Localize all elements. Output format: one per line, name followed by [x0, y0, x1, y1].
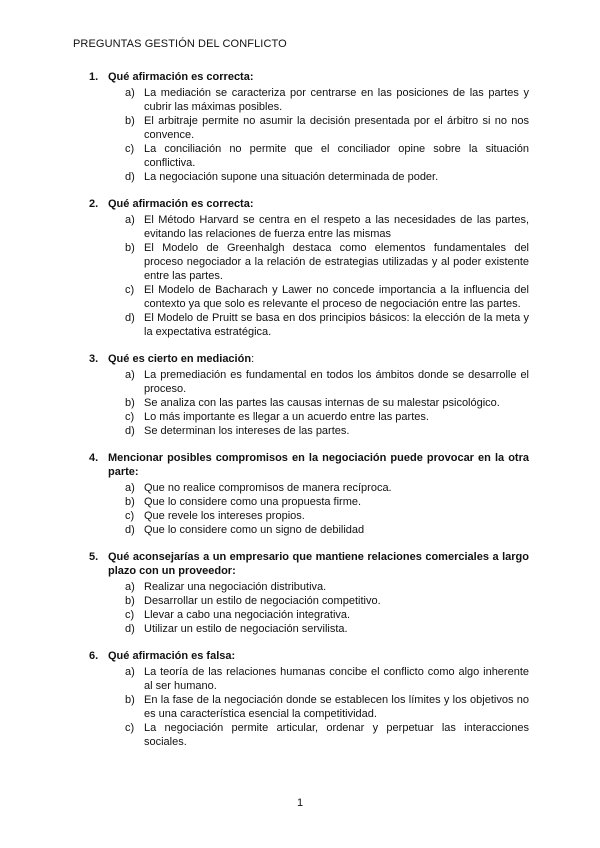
option-list: [89, 368, 529, 438]
option-letter: c): [125, 609, 135, 621]
question-6: [89, 649, 529, 749]
option-item: [89, 283, 529, 311]
question-text: [108, 71, 254, 83]
option-letter: b): [125, 496, 135, 508]
option-text: El Modelo de Bacharach y Lawer no concede importancia a la influencia del contexto ya que solo es relevante el proceso de negociación entre las partes.: [144, 284, 529, 310]
option-letter: d): [125, 524, 135, 536]
question-heading: [89, 70, 529, 84]
option-item: [89, 241, 529, 283]
option-letter: b): [125, 242, 135, 254]
option-text: Que no realice compromisos de manera recíproca.: [144, 482, 392, 494]
page-number: 1: [296, 797, 304, 809]
question-number: 6.: [89, 650, 99, 662]
option-item: [89, 311, 529, 339]
question-text-main: Qué aconsejarías a un empresario que mantiene relaciones comerciales a largo plazo con un proveedor:: [108, 551, 529, 577]
option-letter: c): [125, 411, 135, 423]
question-number: 2.: [89, 198, 99, 210]
option-item: [89, 580, 529, 594]
option-text: Llevar a cabo una negociación integrativa.: [144, 609, 351, 621]
question-heading: [89, 649, 529, 663]
option-item: [89, 693, 529, 721]
option-item: [89, 481, 529, 495]
question-heading: [89, 352, 529, 366]
question-text: [108, 650, 235, 662]
option-text: El Método Harvard se centra en el respeto a las necesidades de las partes, evitando las relaciones de fuerza entre las mismas: [144, 214, 529, 240]
option-item: [89, 396, 529, 410]
option-item: [89, 721, 529, 749]
question-heading: [89, 550, 529, 578]
option-item: [89, 509, 529, 523]
option-text: Que lo considere como un signo de debilidad: [144, 524, 365, 536]
option-text: La negociación supone una situación determinada de poder.: [144, 171, 439, 183]
option-text: Que lo considere como una propuesta firme.: [144, 496, 362, 508]
option-text: El Modelo de Pruitt se basa en dos principios básicos: la elección de la meta y la expectativa estratégica.: [144, 312, 529, 338]
question-text-main: Qué afirmación es falsa:: [108, 650, 236, 662]
question-number: 4.: [89, 452, 99, 464]
option-list: [89, 213, 529, 339]
option-text: La teoría de las relaciones humanas concibe el conflicto como algo inherente al ser humano.: [144, 666, 529, 692]
option-item: [89, 114, 529, 142]
question-number: 1.: [89, 71, 99, 83]
option-text: Que revele los intereses propios.: [144, 510, 305, 522]
option-list: [89, 86, 529, 184]
question-text: [108, 452, 529, 478]
option-item: [89, 170, 529, 184]
question-3: [89, 352, 529, 438]
option-text: Realizar una negociación distributiva.: [144, 581, 327, 593]
option-item: [89, 410, 529, 424]
option-letter: b): [125, 595, 135, 607]
option-list: [89, 665, 529, 749]
option-letter: a): [125, 666, 135, 678]
document-title: PREGUNTAS GESTIÓN DEL CONFLICTO: [73, 38, 287, 50]
option-letter: a): [125, 369, 135, 381]
question-heading: [89, 451, 529, 479]
option-letter: a): [125, 87, 135, 99]
option-item: [89, 495, 529, 509]
option-text: La premediación es fundamental en todos los ámbitos donde se desarrolle el proceso.: [144, 369, 529, 395]
option-letter: d): [125, 171, 135, 183]
option-letter: b): [125, 115, 135, 127]
option-text: Se determinan los intereses de las partes.: [144, 425, 350, 437]
option-letter: b): [125, 397, 135, 409]
option-item: [89, 368, 529, 396]
question-list: [89, 70, 529, 762]
option-letter: a): [125, 482, 135, 494]
option-list: [89, 580, 529, 636]
option-letter: d): [125, 623, 135, 635]
option-item: [89, 424, 529, 438]
option-text: En la fase de la negociación donde se establecen los límites y los objetivos no es una característica esencial la competitividad.: [144, 694, 529, 720]
question-text: [108, 551, 529, 577]
option-letter: d): [125, 425, 135, 437]
question-text: [108, 353, 254, 365]
question-text-main: Mencionar posibles compromisos en la negociación puede provocar en la otra parte:: [108, 452, 529, 478]
question-number: 5.: [89, 551, 99, 563]
question-text-suffix: :: [251, 353, 255, 365]
option-letter: b): [125, 694, 135, 706]
question-text-main: Qué afirmación es correcta:: [108, 198, 254, 210]
question-number: 3.: [89, 353, 99, 365]
option-letter: a): [125, 214, 135, 226]
option-letter: c): [125, 284, 135, 296]
option-item: [89, 594, 529, 608]
option-text: La conciliación no permite que el conciliador opine sobre la situación conflictiva.: [144, 143, 529, 169]
option-item: [89, 665, 529, 693]
option-list: [89, 481, 529, 537]
option-letter: c): [125, 722, 135, 734]
option-item: [89, 622, 529, 636]
question-2: [89, 197, 529, 339]
option-item: [89, 608, 529, 622]
question-text: [108, 198, 254, 210]
option-text: Desarrollar un estilo de negociación competitivo.: [144, 595, 381, 607]
option-text: El Modelo de Greenhalgh destaca como elementos fundamentales del proceso negociador a la relación de estrategias utilizadas y al poder existente entre las partes.: [144, 242, 529, 282]
question-4: [89, 451, 529, 537]
question-1: [89, 70, 529, 184]
option-letter: c): [125, 143, 135, 155]
option-text: Lo más importante es llegar a un acuerdo entre las partes.: [144, 411, 429, 423]
option-text: La mediación se caracteriza por centrarse en las posiciones de las partes y cubrir las máximas posibles.: [144, 87, 529, 113]
option-text: Se analiza con las partes las causas internas de su malestar psicológico.: [144, 397, 500, 409]
option-letter: c): [125, 510, 135, 522]
option-text: La negociación permite articular, ordenar y perpetuar las interacciones sociales.: [144, 722, 529, 748]
question-text-main: Qué afirmación es correcta:: [108, 71, 254, 83]
option-letter: d): [125, 312, 135, 324]
question-text-main: Qué es cierto en mediación: [108, 353, 252, 365]
option-text: El arbitraje permite no asumir la decisión presentada por el árbitro si no nos convence.: [144, 115, 529, 141]
question-5: [89, 550, 529, 636]
question-heading: [89, 197, 529, 211]
option-item: [89, 523, 529, 537]
option-item: [89, 213, 529, 241]
option-letter: a): [125, 581, 135, 593]
option-item: [89, 142, 529, 170]
option-text: Utilizar un estilo de negociación servilista.: [144, 623, 348, 635]
option-item: [89, 86, 529, 114]
